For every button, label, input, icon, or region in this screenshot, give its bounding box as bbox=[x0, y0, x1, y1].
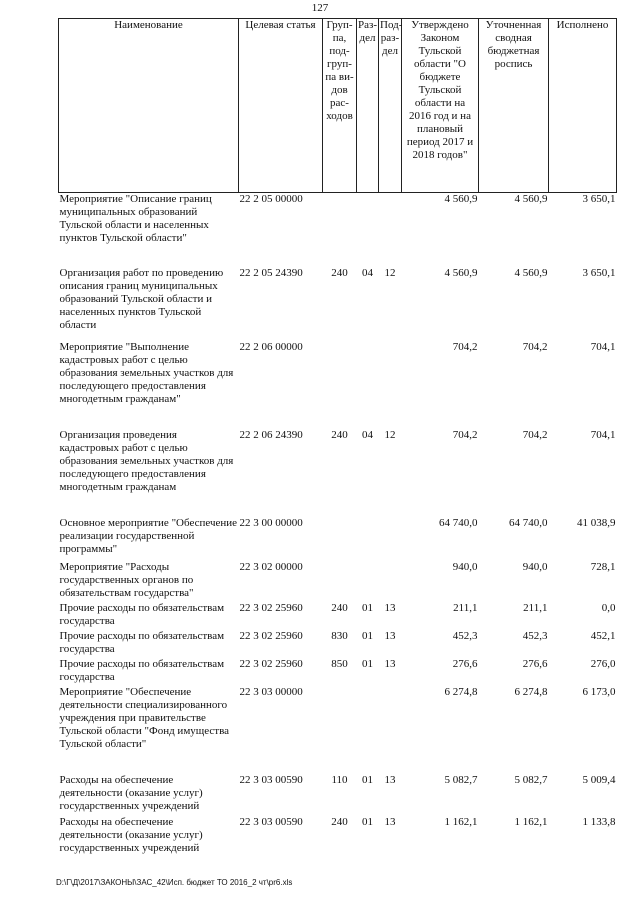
row-name: Основное мероприятие "Обеспечение реализации государственной программы" bbox=[59, 516, 238, 555]
page-number: 127 bbox=[311, 2, 329, 14]
row-executed: 41 038,9 bbox=[577, 516, 616, 529]
row-specified: 4 560,9 bbox=[514, 266, 548, 279]
row-approved: 6 274,8 bbox=[444, 685, 478, 698]
header-executed: Исполнено bbox=[549, 19, 617, 193]
row-executed: 1 133,8 bbox=[582, 815, 616, 828]
header-target: Целевая статья bbox=[239, 19, 323, 193]
table-row bbox=[59, 267, 617, 341]
row-name: Прочие расходы по обязательствам государства bbox=[59, 657, 225, 683]
header-name: Наименование bbox=[59, 19, 239, 193]
row-section bbox=[357, 686, 379, 774]
row-name: Мероприятие "Расходы государственных органов по обязательствам государства" bbox=[59, 560, 194, 599]
header-group: Груп- па, под- груп- па ви- дов рас- ходов bbox=[323, 19, 357, 193]
row-section bbox=[357, 561, 379, 602]
row-section bbox=[357, 193, 379, 267]
row-group bbox=[323, 341, 357, 429]
row-subsection: 12 bbox=[384, 428, 396, 441]
row-code: 22 2 06 00000 bbox=[239, 340, 303, 353]
row-specified: 276,6 bbox=[522, 657, 548, 670]
row-specified: 4 560,9 bbox=[514, 193, 548, 205]
table-row bbox=[59, 341, 617, 429]
row-subsection: 13 bbox=[384, 601, 396, 614]
row-subsection bbox=[379, 193, 402, 267]
row-name: Организация проведения кадастровых работ с целью образования земельных участков для последующего предоставления многодетным гражданам bbox=[59, 428, 234, 493]
row-name: Расходы на обеспечение деятельности (оказание услуг) государственных учреждений bbox=[59, 773, 203, 812]
header-section: Раз- дел bbox=[357, 19, 379, 193]
row-subsection: 13 bbox=[384, 815, 396, 828]
row-group: 240 bbox=[331, 815, 348, 828]
row-specified: 940,0 bbox=[522, 560, 548, 573]
table-row bbox=[59, 816, 617, 858]
row-code: 22 2 05 24390 bbox=[239, 266, 303, 279]
row-section: 01 bbox=[362, 773, 373, 786]
row-code: 22 3 02 25960 bbox=[239, 657, 303, 670]
row-specified: 452,3 bbox=[522, 629, 548, 642]
row-executed: 0,0 bbox=[601, 601, 616, 614]
row-executed: 704,1 bbox=[590, 428, 616, 441]
table-row bbox=[59, 686, 617, 774]
row-code: 22 3 03 00590 bbox=[239, 815, 303, 828]
header-approved: Утверждено Законом Тульской области "О бюджете Тульской области на 2016 год и на плановый период 2017 и 2018 годов" bbox=[402, 19, 479, 193]
row-specified: 64 740,0 bbox=[509, 516, 548, 529]
row-executed: 6 173,0 bbox=[582, 685, 616, 698]
row-group bbox=[323, 517, 357, 561]
row-executed: 3 650,1 bbox=[582, 266, 616, 279]
header-subsection: Под- раз- дел bbox=[379, 19, 402, 193]
row-section bbox=[357, 341, 379, 429]
row-code: 22 3 02 25960 bbox=[239, 629, 303, 642]
row-approved: 4 560,9 bbox=[444, 266, 478, 279]
row-approved: 940,0 bbox=[452, 560, 478, 573]
row-section: 01 bbox=[362, 629, 373, 642]
row-executed: 728,1 bbox=[590, 560, 616, 573]
row-approved: 4 560,9 bbox=[444, 193, 478, 205]
row-specified: 704,2 bbox=[522, 340, 548, 353]
row-code: 22 2 05 00000 bbox=[239, 193, 303, 205]
row-section: 01 bbox=[362, 815, 373, 828]
row-code: 22 3 03 00590 bbox=[239, 773, 303, 786]
row-code: 22 3 02 00000 bbox=[239, 560, 303, 573]
row-specified: 6 274,8 bbox=[514, 685, 548, 698]
row-group: 240 bbox=[331, 601, 348, 614]
row-section: 01 bbox=[362, 657, 373, 670]
row-subsection bbox=[379, 341, 402, 429]
row-specified: 1 162,1 bbox=[514, 815, 548, 828]
row-subsection: 13 bbox=[384, 657, 396, 670]
row-subsection bbox=[379, 517, 402, 561]
row-approved: 5 082,7 bbox=[444, 773, 478, 786]
row-name: Мероприятие "Описание границ муниципальных образований Тульской области и населенных пунктов Тульской области" bbox=[59, 193, 212, 244]
row-executed: 5 009,4 bbox=[582, 773, 616, 786]
table-row bbox=[59, 658, 617, 686]
row-group bbox=[323, 686, 357, 774]
table-row bbox=[59, 193, 617, 267]
row-group bbox=[323, 193, 357, 267]
row-approved: 1 162,1 bbox=[444, 815, 478, 828]
row-code: 22 3 03 00000 bbox=[239, 685, 303, 698]
row-specified: 211,1 bbox=[523, 601, 548, 614]
row-section bbox=[357, 517, 379, 561]
table-row bbox=[59, 630, 617, 658]
table-row bbox=[59, 774, 617, 816]
row-group: 850 bbox=[331, 657, 348, 670]
row-name: Прочие расходы по обязательствам государства bbox=[59, 629, 225, 655]
row-group: 240 bbox=[331, 428, 348, 441]
row-executed: 276,0 bbox=[590, 657, 616, 670]
table-row bbox=[59, 517, 617, 561]
row-executed: 3 650,1 bbox=[582, 193, 616, 205]
row-subsection: 13 bbox=[384, 629, 396, 642]
row-approved: 64 740,0 bbox=[439, 516, 478, 529]
row-approved: 704,2 bbox=[452, 428, 478, 441]
row-name: Организация работ по проведению описания границ муниципальных образований Тульской области и населенных пунктов Тульской области bbox=[59, 266, 224, 331]
row-name: Прочие расходы по обязательствам государства bbox=[59, 601, 225, 627]
row-code: 22 3 02 25960 bbox=[239, 601, 303, 614]
row-executed: 704,1 bbox=[590, 340, 616, 353]
row-subsection: 13 bbox=[384, 773, 396, 786]
row-group: 240 bbox=[331, 266, 348, 279]
budget-table bbox=[58, 18, 617, 858]
row-group bbox=[323, 561, 357, 602]
row-executed: 452,1 bbox=[590, 629, 616, 642]
table-row bbox=[59, 429, 617, 517]
row-section: 04 bbox=[362, 266, 373, 279]
row-group: 830 bbox=[331, 629, 348, 642]
row-subsection bbox=[379, 561, 402, 602]
row-approved: 276,6 bbox=[452, 657, 478, 670]
row-group: 110 bbox=[331, 773, 348, 786]
row-approved: 452,3 bbox=[452, 629, 478, 642]
row-subsection bbox=[379, 686, 402, 774]
row-section: 01 bbox=[362, 601, 373, 614]
table-header-row bbox=[59, 19, 617, 193]
row-specified: 5 082,7 bbox=[514, 773, 548, 786]
row-subsection: 12 bbox=[384, 266, 396, 279]
row-code: 22 3 00 00000 bbox=[239, 516, 303, 529]
row-name: Мероприятие "Обеспечение деятельности специализированного учреждения при правительстве Тульской области "Фонд имущества Тульской области" bbox=[59, 685, 230, 750]
file-path-footer: D:\Г\Д\2017\ЗАКОНЫ\ЗАС_42\Исп. бюджет ТО 2016_2 чт\pr6.xls bbox=[56, 878, 293, 887]
row-specified: 704,2 bbox=[522, 428, 548, 441]
row-section: 04 bbox=[362, 428, 373, 441]
row-approved: 704,2 bbox=[452, 340, 478, 353]
table-row bbox=[59, 602, 617, 630]
row-approved: 211,1 bbox=[453, 601, 478, 614]
header-specified: Уточненная сводная бюджетная роспись bbox=[479, 19, 549, 193]
row-code: 22 2 06 24390 bbox=[239, 428, 303, 441]
row-name: Расходы на обеспечение деятельности (оказание услуг) государственных учреждений bbox=[59, 815, 203, 854]
row-name: Мероприятие "Выполнение кадастровых работ с целью образования земельных участков для последующего предоставления многодетным гражданам" bbox=[59, 340, 234, 405]
table-row bbox=[59, 561, 617, 602]
